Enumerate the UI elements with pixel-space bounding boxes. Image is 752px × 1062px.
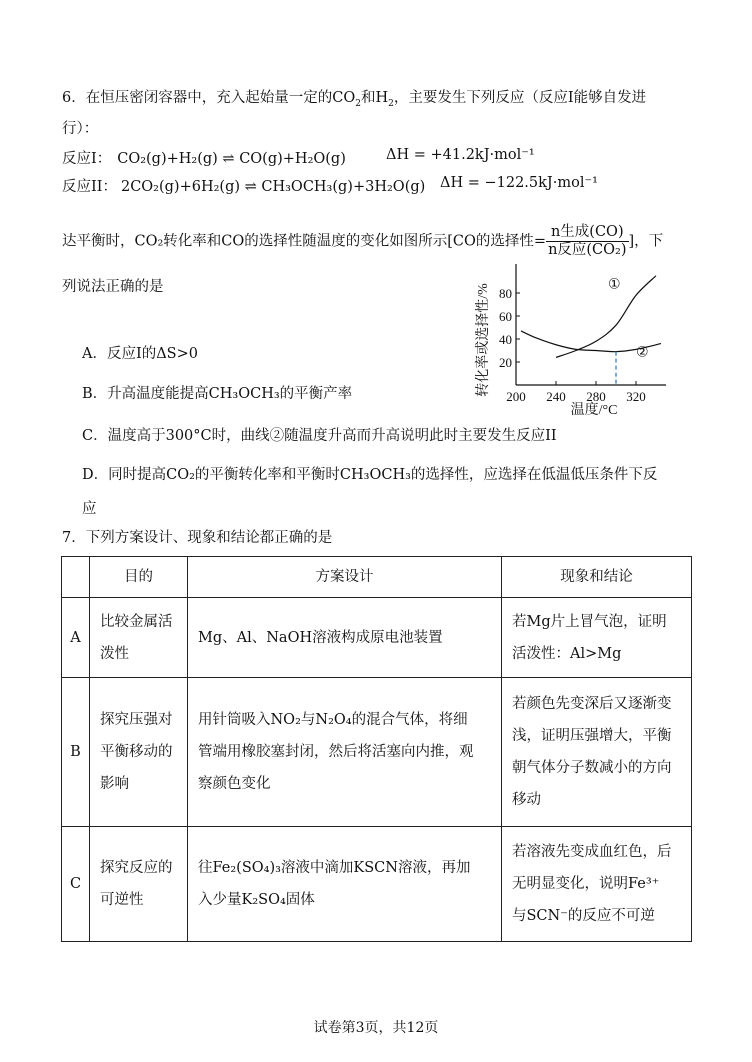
x-tick-label: 200 bbox=[506, 389, 526, 404]
y-tick-label: 80 bbox=[499, 286, 512, 301]
y-tick-label: 20 bbox=[499, 355, 512, 370]
chart-axes bbox=[516, 264, 666, 385]
page-footer: 试卷第3页，共12页 bbox=[313, 1020, 439, 1036]
purpose-cell: 探究压强对 平衡移动的 影响 bbox=[90, 678, 188, 827]
y-tick-label: 40 bbox=[499, 332, 512, 347]
option-d-line2: 应 bbox=[82, 501, 97, 517]
purpose-cell: 探究反应的 可逆性 bbox=[90, 827, 188, 942]
table-header: 方案设计 bbox=[188, 557, 502, 598]
chart-x-axis-label: 温度/°C bbox=[570, 403, 618, 418]
x-tick-label: 280 bbox=[586, 389, 606, 404]
selectivity-fraction: $\frac{\text{n生成(CO)}}{\text{n反应(CO₂)}}$ bbox=[548, 224, 627, 258]
purpose-cell: 比较金属活 泼性 bbox=[90, 598, 188, 678]
result-cell: 若颜色先变深后又逐渐变 浅，证明压强增大，平衡 朝气体分子数减小的方向 移动 bbox=[502, 678, 692, 827]
chart-y-axis-label: 转化率或选择性/% bbox=[476, 283, 491, 397]
option-a: A．反应I的ΔS>0 bbox=[82, 346, 198, 362]
option-d-line1: D．同时提高CO₂的平衡转化率和平衡时CH₃OCH₃的选择性，应选择在低温低压条件下反 bbox=[82, 467, 658, 483]
q6-stem-line2: 行）： bbox=[62, 121, 99, 137]
conversion-selectivity-chart bbox=[466, 262, 676, 420]
table-header bbox=[62, 557, 90, 598]
design-cell: Mg、Al、NaOH溶液构成原电池装置 bbox=[188, 598, 502, 678]
series-label-1: ① bbox=[608, 276, 621, 293]
table-row bbox=[62, 598, 692, 678]
result-cell: 若溶液先变成血红色，后 无明显变化，说明Fe³⁺ 与SCN⁻的反应不可逆 bbox=[502, 827, 692, 942]
q6-stem-line1: 6．在恒压密闭容器中，充入起始量一定的$CO_2$和$H_2$，主要发生下列反应（反应I能够自发进 bbox=[62, 90, 647, 109]
table-header-row bbox=[62, 557, 692, 598]
q7-stem: 7．下列方案设计、现象和结论都正确的是 bbox=[62, 530, 333, 546]
table-header: 现象和结论 bbox=[502, 557, 692, 598]
q6-description-line1: 达平衡时，CO₂转化率和CO的选择性随温度的变化如图所示[CO的选择性= $\frac{\text{n生成(CO)}}{\text{n反应(CO₂)}}$ ]，下 bbox=[62, 224, 664, 258]
reaction-2: 反应II： 2CO₂(g)+6H₂(g) ⇌ CH₃OCH₃(g)+3H₂O(g) bbox=[62, 179, 426, 195]
result-cell: 若Mg片上冒气泡，证明 活泼性：Al>Mg bbox=[502, 598, 692, 678]
design-cell: 用针筒吸入NO₂与N₂O₄的混合气体，将细 管端用橡胶塞封闭，然后将活塞向内推，观 察颜色变化 bbox=[188, 678, 502, 827]
chart-curves bbox=[521, 276, 661, 385]
row-id: B bbox=[62, 678, 90, 827]
design-cell: 往Fe₂(SO₄)₃溶液中滴加KSCN溶液，再加 入少量K₂SO₄固体 bbox=[188, 827, 502, 942]
table-header: 目的 bbox=[90, 557, 188, 598]
y-tick-label: 60 bbox=[499, 309, 512, 324]
reaction-2-enthalpy: ΔH = −122.5kJ·mol⁻¹ bbox=[440, 175, 598, 191]
x-tick-label: 240 bbox=[546, 389, 566, 404]
option-b: B．升高温度能提高CH₃OCH₃的平衡产率 bbox=[82, 386, 353, 402]
reaction-1: 反应I： CO₂(g)+H₂(g) ⇌ CO(g)+H₂O(g) bbox=[62, 151, 346, 167]
q6-description-line2: 列说法正确的是 bbox=[62, 279, 164, 295]
chart-ticks bbox=[499, 286, 646, 404]
option-c: C．温度高于300°C时，曲线②随温度升高而升高说明此时主要发生反应II bbox=[82, 428, 557, 444]
reaction-1-enthalpy: ΔH = +41.2kJ·mol⁻¹ bbox=[386, 147, 535, 163]
row-id: C bbox=[62, 827, 90, 942]
row-id: A bbox=[62, 598, 90, 678]
table-row bbox=[62, 678, 692, 827]
x-tick-label: 320 bbox=[626, 389, 646, 404]
q7-table bbox=[61, 556, 692, 942]
series-label-2: ② bbox=[636, 344, 649, 361]
table-row bbox=[62, 827, 692, 942]
